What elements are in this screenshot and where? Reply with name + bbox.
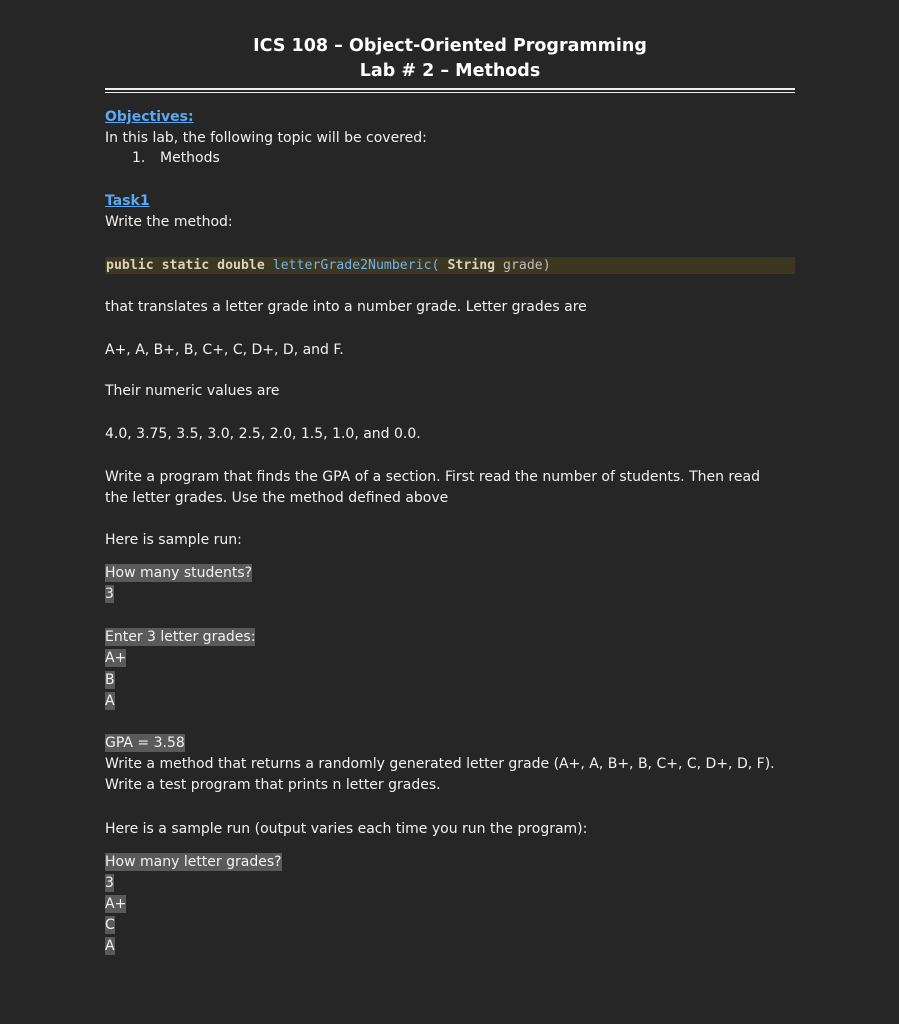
sample-output-line: A bbox=[105, 693, 115, 709]
task1-heading: Task1 bbox=[105, 193, 150, 209]
list-text: Methods bbox=[160, 150, 220, 166]
sample-output-line: 3 bbox=[105, 586, 114, 602]
code-modifiers: public static double bbox=[106, 258, 265, 273]
title-course: ICS 108 – Object-Oriented Programming bbox=[253, 36, 647, 56]
title-lab: Lab # 2 – Methods bbox=[359, 61, 541, 81]
objectives-heading: Objectives: bbox=[105, 109, 194, 125]
sample-output-line: B bbox=[105, 672, 115, 688]
paragraph: Their numeric values are bbox=[105, 383, 280, 399]
task1-intro: Write the method: bbox=[105, 214, 233, 230]
sample-run-intro: Here is sample run: bbox=[105, 532, 242, 548]
sample-output-line: C bbox=[105, 917, 115, 933]
code-method-name: letterGrade2Numberic( bbox=[272, 258, 440, 273]
objectives-intro: In this lab, the following topic will be covered: bbox=[105, 130, 427, 146]
sample-output-line: 3 bbox=[105, 875, 114, 891]
title-divider bbox=[105, 88, 795, 93]
paragraph: Write a test program that prints n letter grades. bbox=[105, 777, 441, 793]
paragraph: Write a program that finds the GPA of a section. First read the number of students. Then read bbox=[105, 469, 760, 485]
sample-output-line: A+ bbox=[105, 896, 127, 912]
sample-output-line: A bbox=[105, 938, 115, 954]
code-param-name: grade) bbox=[503, 258, 551, 273]
paragraph: 4.0, 3.75, 3.5, 3.0, 2.5, 2.0, 1.5, 1.0, and 0.0. bbox=[105, 426, 421, 442]
paragraph: the letter grades. Use the method defined above bbox=[105, 490, 449, 506]
sample-output-line: How many letter grades? bbox=[105, 854, 282, 870]
sample-output-line: GPA = 3.58 bbox=[105, 735, 185, 751]
list-number: 1. bbox=[132, 150, 146, 166]
paragraph: A+, A, B+, B, C+, C, D+, D, and F. bbox=[105, 342, 344, 358]
sample-run-intro: Here is a sample run (output varies each time you run the program): bbox=[105, 821, 588, 837]
sample-output-line: A+ bbox=[105, 650, 127, 666]
sample-output-line: How many students? bbox=[105, 565, 253, 581]
method-signature bbox=[106, 257, 551, 274]
sample-output-line: Enter 3 letter grades: bbox=[105, 629, 256, 645]
document-title bbox=[105, 34, 795, 84]
code-param-type: String bbox=[447, 258, 496, 273]
paragraph: Write a method that returns a randomly generated letter grade (A+, A, B+, B, C+, C, D+, D, F). bbox=[105, 756, 775, 772]
paragraph: that translates a letter grade into a number grade. Letter grades are bbox=[105, 299, 587, 315]
